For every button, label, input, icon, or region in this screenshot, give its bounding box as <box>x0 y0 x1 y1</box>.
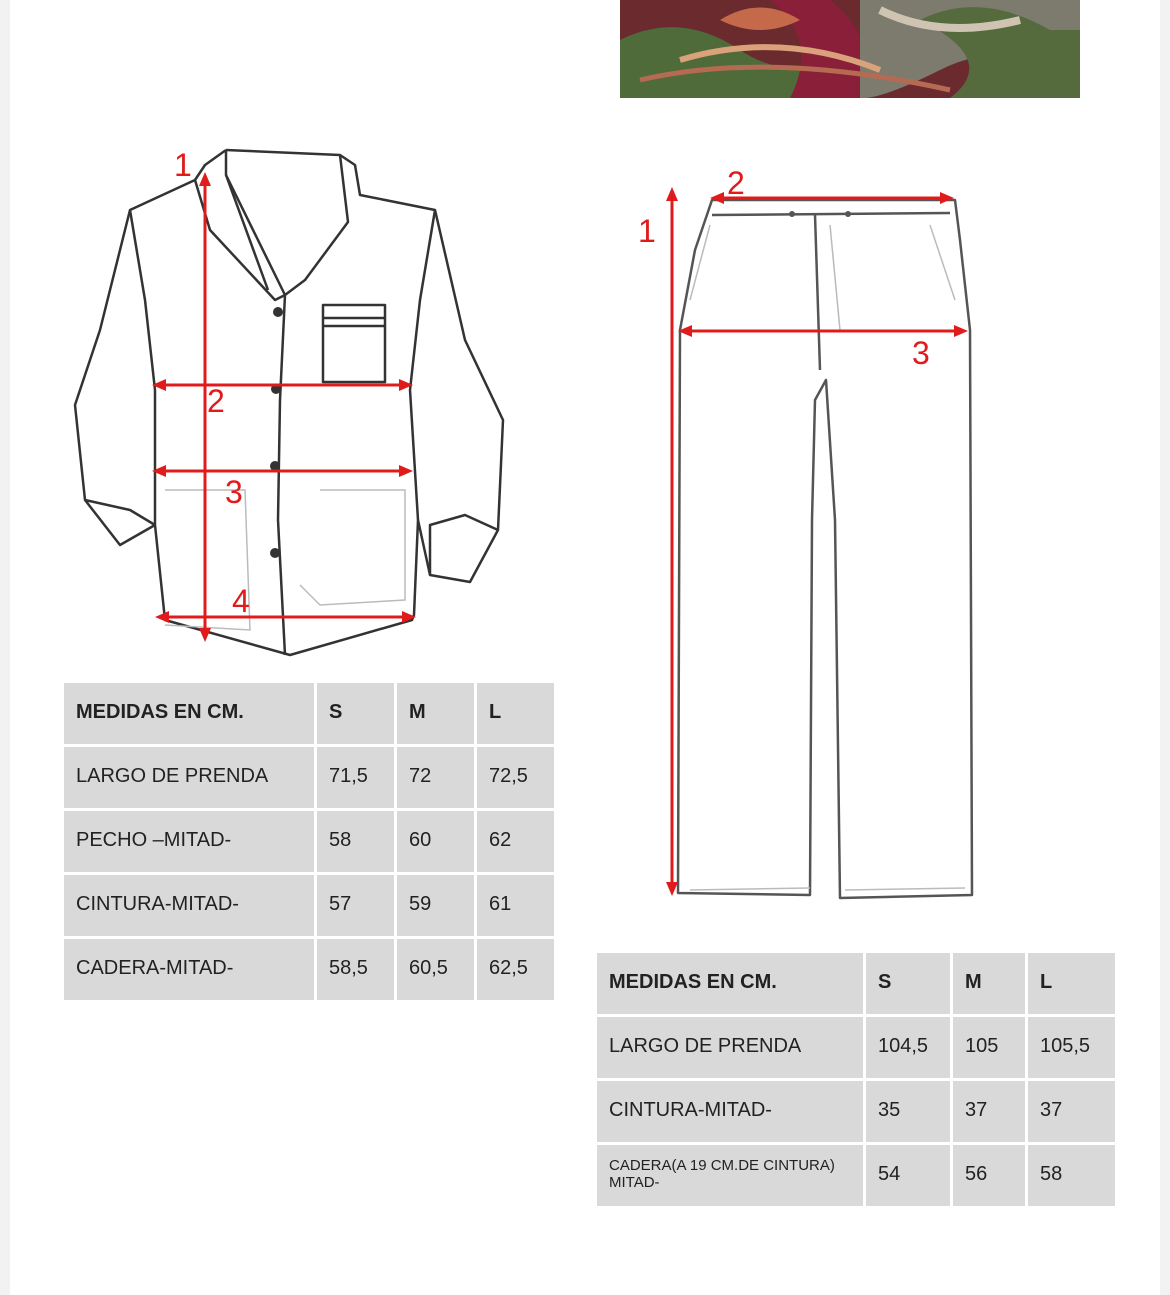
table-cell: 60 <box>397 811 474 872</box>
table-cell: PECHO –MITAD- <box>64 811 314 872</box>
shirt-diagram <box>0 0 560 680</box>
table-header-row <box>64 683 554 744</box>
table-header-cell: MEDIDAS EN CM. <box>597 953 863 1014</box>
table-cell: 37 <box>953 1081 1025 1142</box>
table-cell: 58 <box>1028 1145 1115 1206</box>
table-header-cell: L <box>477 683 554 744</box>
table-row <box>597 1145 1115 1206</box>
table-cell: 105,5 <box>1028 1017 1115 1078</box>
table-cell: 62 <box>477 811 554 872</box>
table-cell: 56 <box>953 1145 1025 1206</box>
pants-label-2: 2 <box>727 165 745 201</box>
table-cell: CINTURA-MITAD- <box>597 1081 863 1142</box>
table-cell: 58 <box>317 811 394 872</box>
table-header-cell: MEDIDAS EN CM. <box>64 683 314 744</box>
table-cell: 54 <box>866 1145 950 1206</box>
table-header-cell: S <box>866 953 950 1014</box>
table-cell: 58,5 <box>317 939 394 1000</box>
table-cell: 62,5 <box>477 939 554 1000</box>
table-row <box>597 1081 1115 1142</box>
shirt-label-1: 1 <box>174 147 192 183</box>
table-header-row <box>597 953 1115 1014</box>
shirt-label-4: 4 <box>232 583 250 619</box>
table-row <box>64 939 554 1000</box>
table-cell: 104,5 <box>866 1017 950 1078</box>
table-row <box>64 811 554 872</box>
shirt-size-table <box>61 680 557 1003</box>
pants-size-table <box>594 950 1118 1209</box>
table-cell: CINTURA-MITAD- <box>64 875 314 936</box>
table-cell: CADERA(A 19 CM.DE CINTURA) MITAD- <box>597 1145 863 1206</box>
product-photo <box>620 0 1080 98</box>
table-cell: 61 <box>477 875 554 936</box>
pants-label-3: 3 <box>912 335 930 371</box>
table-cell: 57 <box>317 875 394 936</box>
table-cell: 37 <box>1028 1081 1115 1142</box>
table-row <box>64 875 554 936</box>
table-cell: 60,5 <box>397 939 474 1000</box>
table-cell: 59 <box>397 875 474 936</box>
table-row <box>597 1017 1115 1078</box>
shirt-label-3: 3 <box>225 474 243 510</box>
table-cell: 105 <box>953 1017 1025 1078</box>
table-cell: CADERA-MITAD- <box>64 939 314 1000</box>
table-cell: 35 <box>866 1081 950 1142</box>
table-header-cell: S <box>317 683 394 744</box>
pants-label-1: 1 <box>638 213 656 249</box>
table-cell: LARGO DE PRENDA <box>64 747 314 808</box>
table-header-cell: M <box>953 953 1025 1014</box>
table-header-cell: L <box>1028 953 1115 1014</box>
table-cell: 72,5 <box>477 747 554 808</box>
table-row <box>64 747 554 808</box>
table-cell: LARGO DE PRENDA <box>597 1017 863 1078</box>
table-header-cell: M <box>397 683 474 744</box>
shirt-label-2: 2 <box>207 383 225 419</box>
table-cell: 71,5 <box>317 747 394 808</box>
table-cell: 72 <box>397 747 474 808</box>
